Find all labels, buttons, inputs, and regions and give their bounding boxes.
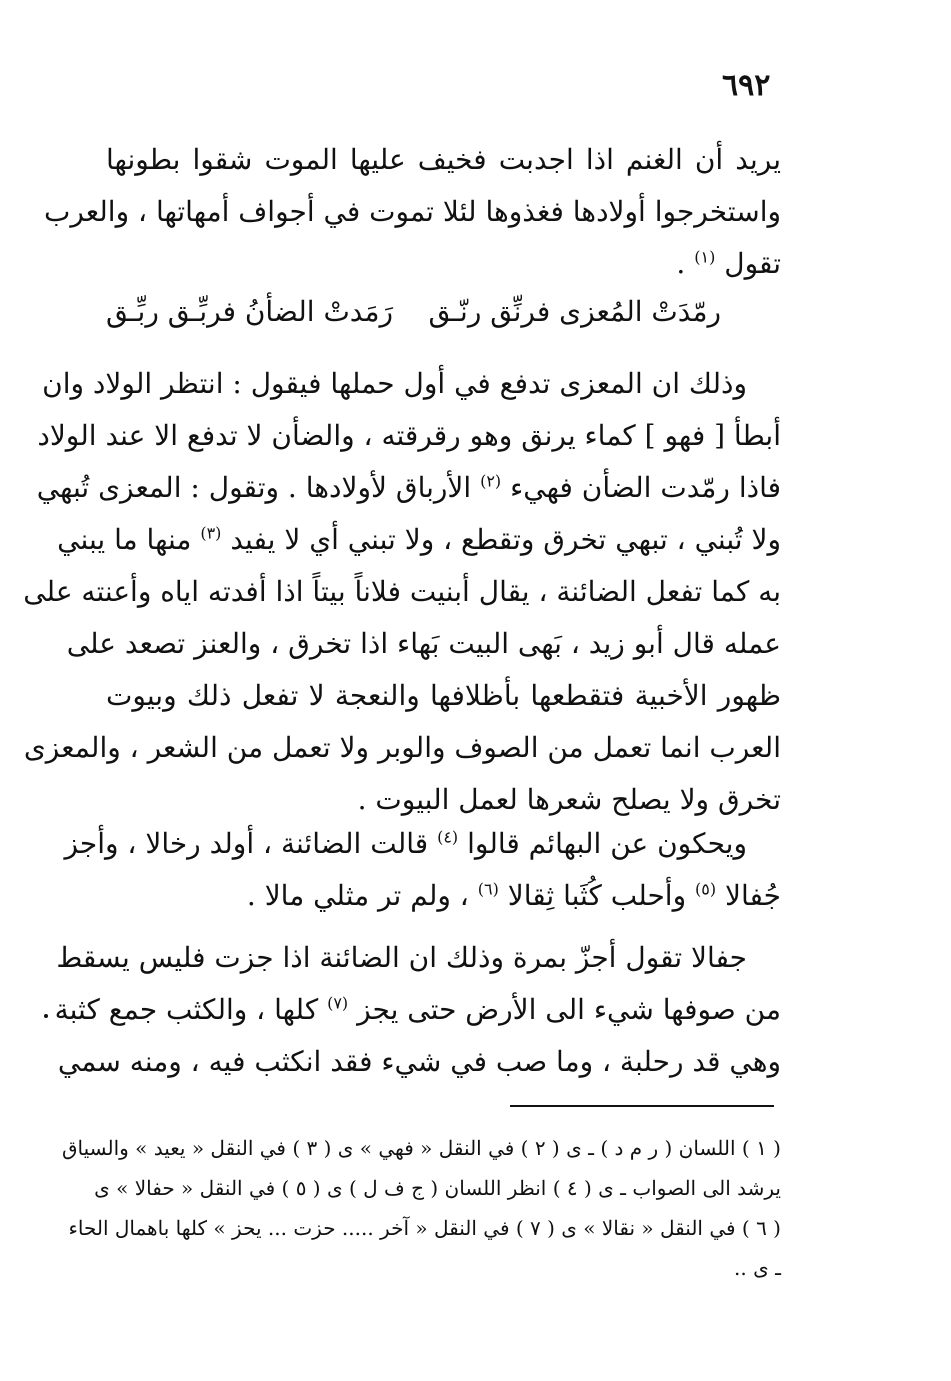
poetry-verse bbox=[106, 286, 781, 338]
footnote-line-1: ( ١ ) اللسان ( ر م د ) ـ ى ( ٢ ) في النقل « فهي » ى ( ٣ ) في النقل « يعيد » والسياق bbox=[61, 1136, 781, 1160]
footnote-line-2: يرشد الى الصواب ـ ى ( ٤ ) انظر اللسان ( ج ف ل ) ى ( ٥ ) في النقل « حفالا » ى bbox=[94, 1176, 781, 1200]
verse-hemistich-1: رمّدَتْ المُعزى فرنِّق رنّـق bbox=[428, 295, 721, 328]
footnote-ref-5: (٥) bbox=[695, 879, 717, 899]
paragraph-2-line-2: أبطأ [ فهو ] كماء يرنق وهو رقرقته ، والضأن لا تدفع الا عند الولاد bbox=[37, 419, 781, 452]
paragraph-1-line-3-end: . bbox=[676, 247, 686, 280]
paragraph-4-line-2-part-b: كلها ، والكثب جمع كثبة bbox=[54, 993, 319, 1026]
paragraph-3-line-2-part-c: ، ولم تر مثلي مالا . bbox=[246, 879, 469, 912]
paragraph-3 bbox=[64, 818, 781, 922]
paragraph-2-line-3 bbox=[36, 462, 781, 514]
footnote-ref-4: (٤) bbox=[437, 827, 459, 847]
paragraph-2-line-7: ظهور الأخبية فتقطعها بأظلافها والنعجة لا تفعل ذلك وبيوت bbox=[106, 679, 781, 712]
paragraph-2-line-3-part-b: الأرباق لأولادها . وتقول : المعزى تُبهي bbox=[36, 471, 472, 504]
paragraph-1-line-3-text: تقول bbox=[724, 247, 781, 280]
footnote-line-4: ـ ى .. bbox=[734, 1256, 781, 1280]
paragraph-1-line-2: واستخرجوا أولادها فغذوها لئلا تموت في أجواف أمهاتها ، والعرب bbox=[43, 195, 781, 228]
footnote-separator bbox=[510, 1105, 774, 1107]
paragraph-3-line-2-part-a: جُفالا bbox=[725, 879, 781, 912]
paragraph-4-line-3: وهي قد رحلبة ، وما صب في شيء فقد انكثب فيه ، ومنه سمي bbox=[57, 1045, 781, 1078]
footnotes bbox=[61, 1128, 781, 1288]
paragraph-2-line-9: تخرق ولا يصلح شعرها لعمل البيوت . bbox=[357, 783, 781, 816]
margin-dot bbox=[44, 1014, 48, 1018]
paragraph-1 bbox=[43, 134, 781, 290]
footnote-ref-7: (٧) bbox=[327, 993, 349, 1013]
paragraph-2-line-4 bbox=[57, 514, 781, 566]
paragraph-3-line-2-part-b: وأحلب كُثَبا ثِقالا bbox=[507, 879, 687, 912]
verse-hemistich-2: رَمَدتْ الضأنُ فربِّـق ربِّـق bbox=[106, 295, 394, 328]
footnote-ref-6: (٦) bbox=[477, 879, 499, 899]
paragraph-3-line-1-part-a: ويحكون عن البهائم قالوا bbox=[467, 827, 747, 860]
footnote-ref-3: (٣) bbox=[200, 523, 222, 543]
footnote-line-3: ( ٦ ) في النقل « نقالا » ى ( ٧ ) في النقل « آخر ..... حزت ... يحز » كلها باهمال الحاء bbox=[68, 1216, 781, 1240]
paragraph-2-line-5: به كما تفعل الضائنة ، يقال أبنيت فلاناً بيتاً اذا أفدته اياه وأعنته على bbox=[23, 575, 781, 608]
paragraph-3-line-2 bbox=[106, 870, 781, 922]
footnote-ref-1: (١) bbox=[694, 247, 716, 267]
paragraph-3-line-1-part-b: قالت الضائنة ، أولد رخالا ، وأجز bbox=[64, 827, 429, 860]
paragraph-1-line-3 bbox=[106, 238, 781, 290]
paragraph-2-line-4-part-a: ولا تُبني ، تبهي تخرق وتقطع ، ولا تبني أي لا يفيد bbox=[230, 523, 781, 556]
paragraph-2 bbox=[23, 358, 781, 826]
paragraph-1-line-1: يريد أن الغنم اذا اجدبت فخيف عليها الموت شقوا بطونها bbox=[106, 143, 781, 176]
footnote-ref-2: (٢) bbox=[480, 471, 502, 491]
page-number: ٦٩٢ bbox=[722, 68, 771, 103]
paragraph-2-line-1: وذلك ان المعزى تدفع في أول حملها فيقول : انتظر الولاد وان bbox=[42, 367, 747, 400]
paragraph-2-line-4-part-b: منها ما يبني bbox=[57, 523, 192, 556]
paragraph-4-line-1: جفالا تقول أجزّ بمرة وذلك ان الضائنة اذا جزت فليس يسقط bbox=[56, 941, 747, 974]
paragraph-3-line-1 bbox=[64, 818, 781, 870]
paragraph-4 bbox=[54, 932, 781, 1088]
paragraph-2-line-6: عمله قال أبو زيد ، بَهى البيت بَهاء اذا تخرق ، والعنز تصعد على bbox=[66, 627, 781, 660]
paragraph-2-line-3-part-a: فاذا رمّدت الضأن فهيء bbox=[510, 471, 781, 504]
paragraph-4-line-2 bbox=[54, 984, 781, 1036]
paragraph-2-line-8: العرب انما تعمل من الصوف والوبر ولا تعمل من الشعر ، والمعزى bbox=[23, 731, 781, 764]
paragraph-4-line-2-part-a: من صوفها شيء الى الأرض حتى يجز bbox=[357, 993, 781, 1026]
